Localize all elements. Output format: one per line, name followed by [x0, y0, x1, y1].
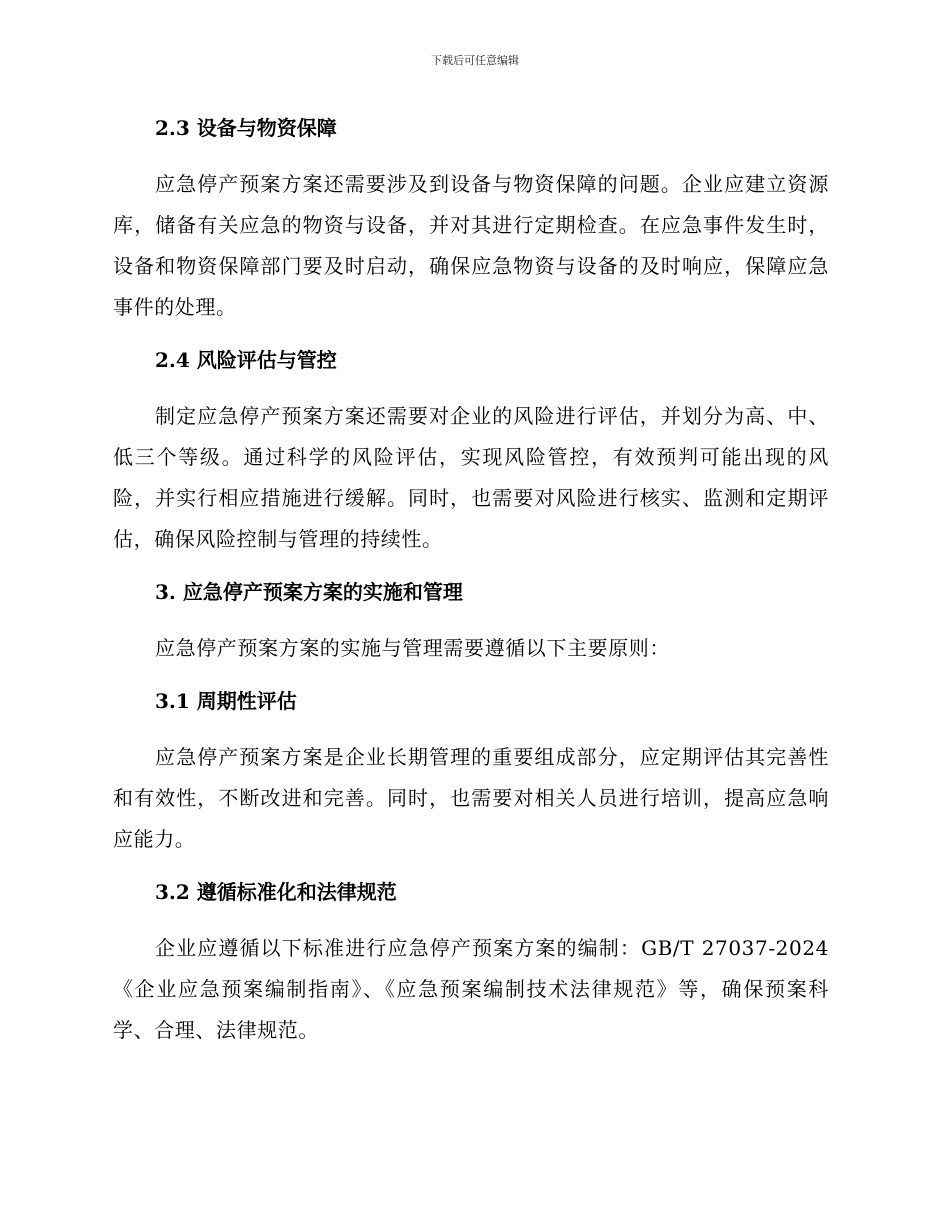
section-heading: 2.4 风险评估与管控 — [155, 348, 337, 372]
section-paragraph: 应急停产预案方案是企业长期管理的重要组成部分，应定期评估其完善性和有效性，不断改进和完善。同时，也需要对相关人员进行培训，提高应急响应能力。 — [113, 745, 829, 851]
section-heading: 3. 应急停产预案方案的实施和管理 — [155, 580, 463, 604]
section-heading: 3.1 周期性评估 — [155, 689, 297, 713]
section-heading: 2.3 设备与物资保障 — [155, 116, 337, 140]
document-body — [113, 110, 829, 1051]
section-paragraph: 应急停产预案方案的实施与管理需要遵循以下主要原则： — [155, 636, 670, 660]
section-paragraph: 制定应急停产预案方案还需要对企业的风险进行评估，并划分为高、中、低三个等级。通过科学的风险评估，实现风险管控，有效预判可能出现的风险，并实行相应措施进行缓解。同时，也需要对风险进行核实、监测和定期评估，确保风险控制与管理的持续性。 — [113, 404, 829, 551]
section-heading: 3.2 遵循标准化和法律规范 — [155, 880, 397, 904]
section-paragraph: 企业应遵循以下标准进行应急停产预案方案的编制：GB/T 27037-2024《企业应急预案编制指南》、《应急预案编制技术法律规范》等，确保预案科学、合理、法律规范。 — [113, 936, 829, 1042]
page-header: 下载后可任意编辑 — [431, 54, 519, 67]
section-paragraph: 应急停产预案方案还需要涉及到设备与物资保障的问题。企业应建立资源库，储备有关应急的物资与设备，并对其进行定期检查。在应急事件发生时，设备和物资保障部门要及时启动，确保应急物资与设备的及时响应，保障应急事件的处理。 — [113, 172, 829, 319]
